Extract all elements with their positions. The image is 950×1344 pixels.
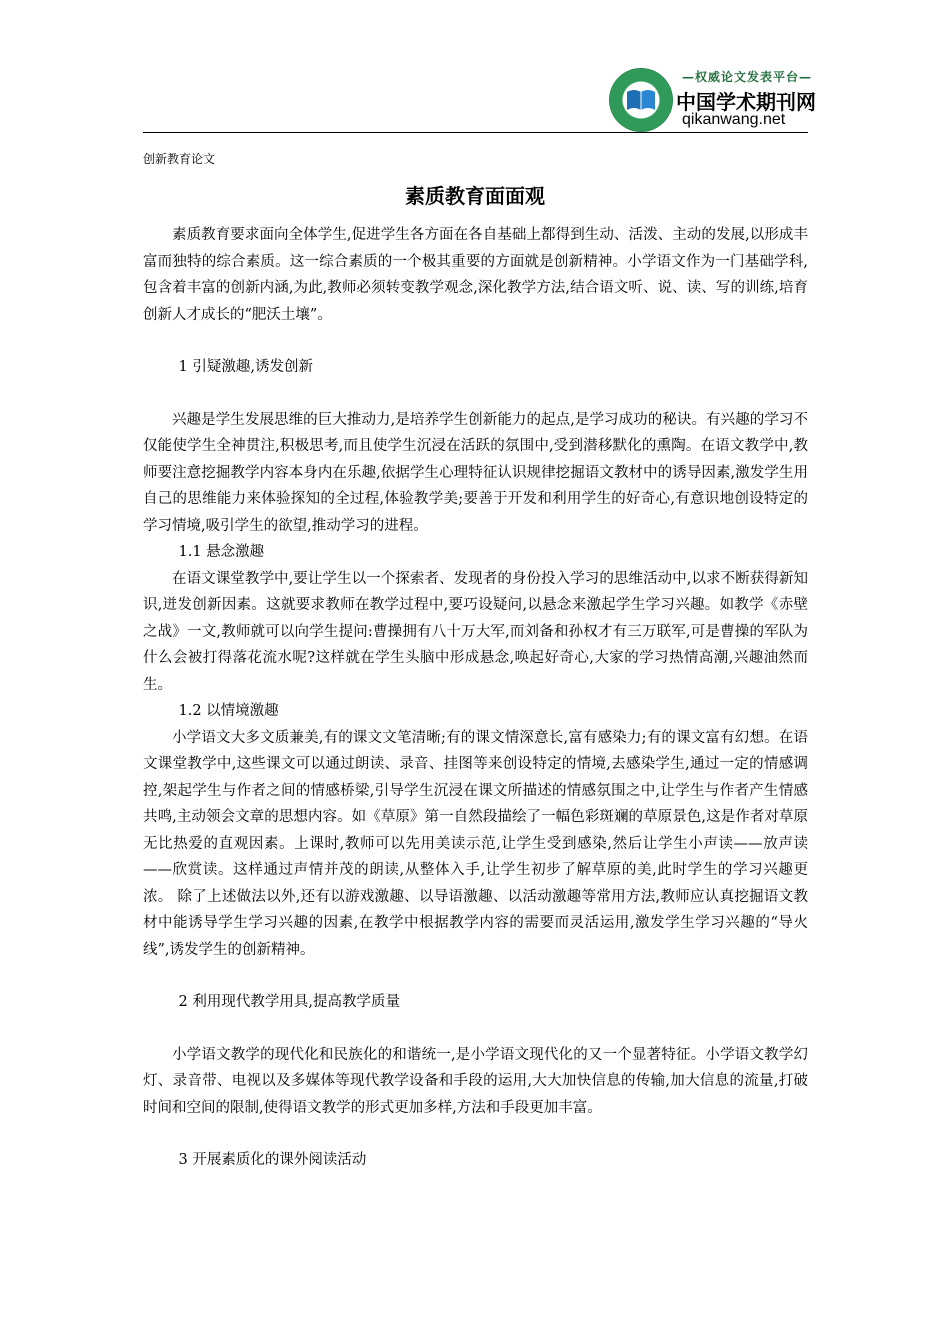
subsection-heading-1-1: 1.1 悬念激趣: [178, 544, 265, 560]
article-body: [143, 222, 808, 1174]
platform-slogan: —权威论文发表平台—: [682, 70, 813, 84]
subsection-heading-1-2: 1.2 以情境激趣: [178, 703, 279, 719]
section-heading-3: 3 开展素质化的课外阅读活动: [178, 1152, 367, 1168]
header-divider: [143, 132, 808, 133]
intro-paragraph: 素质教育要求面向全体学生,促进学生各方面在各自基础上都得到生动、活泼、主动的发展,以形成丰富而独特的综合素质。这一综合素质的一个极其重要的方面就是创新精神。小学语文作为一门基础学科,包含着丰富的创新内涵,为此,教师必须转变教学观念,深化教学方法,结合语文听、说、读、写的训练,培育创新人才成长的“肥沃土壤”。: [143, 227, 808, 323]
body-paragraph: 在语文课堂教学中,要让学生以一个探索者、发现者的身份投入学习的思维活动中,以求不断获得新知识,迸发创新因素。这就要求教师在教学过程中,要巧设疑问,以悬念来激起学生学习兴趣。如教学《赤壁之战》一文,教师就可以向学生提问:曹操拥有八十万大军,而刘备和孙权才有三万联军,可是曹操的军队为什么会被打得落花流水呢?这样就在学生头脑中形成悬念,唤起好奇心,大家的学习热情高潮,兴趣油然而生。: [143, 570, 808, 693]
body-paragraph: 小学语文教学的现代化和民族化的和谐统一,是小学语文现代化的又一个显著特征。小学语文教学幻灯、录音带、电视以及多媒体等现代教学设备和手段的运用,大大加快信息的传输,加大信息的流量,打破时间和空间的限制,使得语文教学的形式更加多样,方法和手段更加丰富。: [143, 1046, 808, 1116]
brand-url[interactable]: qikanwang.net: [682, 111, 786, 128]
body-paragraph: 小学语文大多文质兼美,有的课文文笔清晰;有的课文情深意长,富有感染力;有的课文富有幻想。在语文课堂教学中,这些课文可以通过朗读、录音、挂图等来创设特定的情境,去感染学生,通过一定的情感调控,架起学生与作者之间的情感桥梁,引导学生沉浸在课文所描述的情感氛围之中,让学生与作者产生情感共鸣,主动领会文章的思想内容。如《草原》第一自然段描绘了一幅色彩斑斓的草原景色,这是作者对草原无比热爱的直观因素。上课时,教师可以先用美读示范,让学生受到感染,然后让学生小声读——放声读——欣赏读。这样通过声情并茂的朗读,从整体入手,让学生初步了解草原的美,此时学生的学习兴趣更浓。 除了上述做法以外,还有以游戏激趣、以导语激趣、以活动激趣等常用方法,教师应认真挖掘语文教材中能诱导学生学习兴趣的因素,在教学中根据教学内容的需要而灵活运用,激发学生学习兴趣的“导火线”,诱发学生的创新精神。: [143, 729, 808, 958]
qikanwang-logo: [609, 68, 673, 132]
category-label: 创新教育论文: [143, 152, 216, 166]
brand-name: 中国学术期刊网: [676, 90, 816, 114]
section-heading-2: 2 利用现代教学用具,提高教学质量: [178, 994, 400, 1010]
body-paragraph: 兴趣是学生发展思维的巨大推动力,是培养学生创新能力的起点,是学习成功的秘诀。有兴趣的学习不仅能使学生全神贯注,积极思考,而且使学生沉浸在活跃的氛围中,受到潜移默化的熏陶。在语文教学中,教师要注意挖掘教学内容本身内在乐趣,依据学生心理特征认识规律挖掘语文教材中的诱导因素,激发学生用自己的思维能力来体验探知的全过程,体验教学美;要善于开发和利用学生的好奇心,有意识地创设特定的学习情境,吸引学生的欲望,推动学习的进程。: [143, 411, 808, 534]
section-heading-1: 1 引疑激趣,诱发创新: [178, 359, 313, 375]
page-header: [0, 0, 950, 140]
page-title: 素质教育面面观: [405, 184, 545, 208]
open-book-icon: [625, 86, 657, 114]
